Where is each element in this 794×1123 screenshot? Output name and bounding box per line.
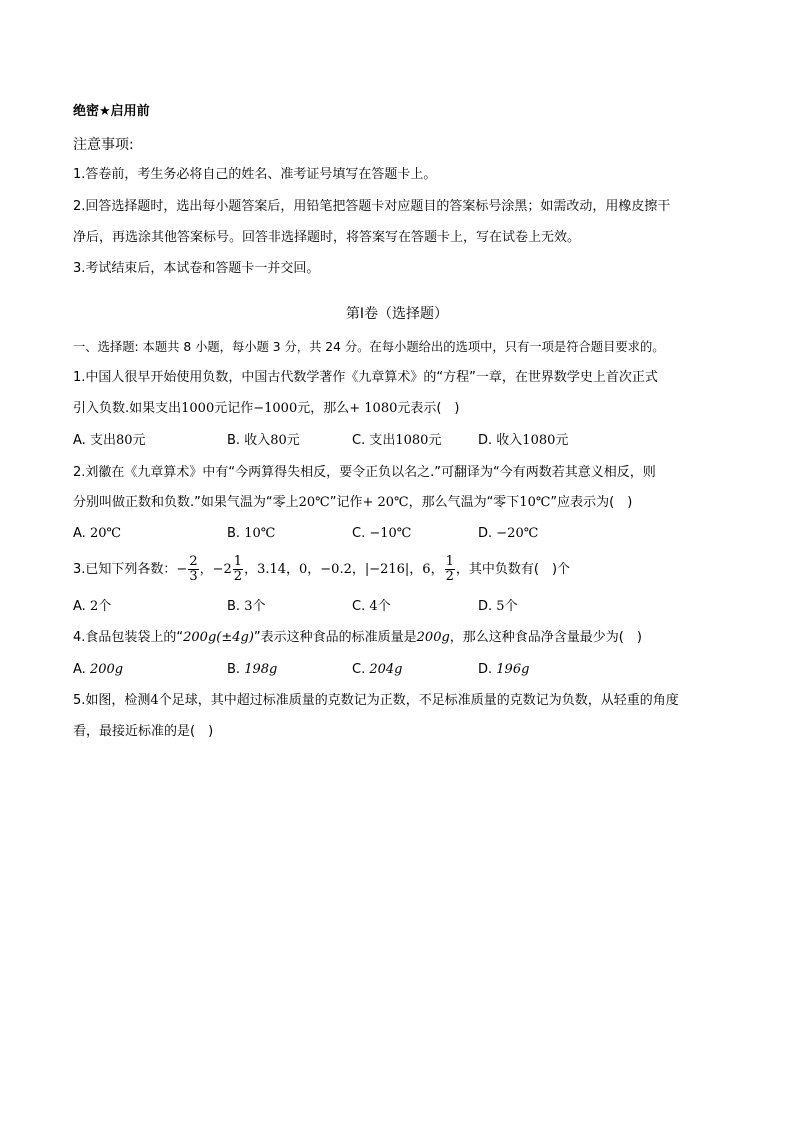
fraction-numerator: 2 xyxy=(189,554,198,569)
q5-text: 5.如图，检测 xyxy=(73,693,151,708)
q2-number: + 20℃ xyxy=(362,495,409,510)
option-value: 204g xyxy=(369,662,403,677)
q1-option-a[interactable] xyxy=(73,432,146,450)
option-text: 收入 xyxy=(496,433,523,448)
option-letter: C. xyxy=(352,662,370,677)
q4-option-b[interactable] xyxy=(227,661,277,679)
q2-number: 10℃ xyxy=(519,495,551,510)
fraction-denominator: 3 xyxy=(189,569,198,584)
option-value: 1080 xyxy=(395,433,429,448)
question-5-line-2: 看，最接近标准的是( ) xyxy=(73,724,214,739)
option-value: 20℃ xyxy=(89,526,122,541)
option-letter: A. xyxy=(73,433,90,448)
q1-option-c[interactable] xyxy=(352,432,441,450)
q4-standard: 200g xyxy=(416,630,450,645)
option-value: −10℃ xyxy=(369,526,412,541)
q4-option-d[interactable] xyxy=(478,661,529,679)
q3-option-b[interactable] xyxy=(227,598,265,616)
q1-option-d[interactable] xyxy=(478,432,568,450)
option-text: 个 xyxy=(252,599,266,614)
q1-text: 元，那么 xyxy=(297,401,350,416)
q4-option-c[interactable] xyxy=(352,661,402,679)
question-3-line xyxy=(73,552,570,588)
q1-number: 1000 xyxy=(181,401,215,416)
q5-number: 4 xyxy=(150,693,159,708)
option-value: 2 xyxy=(89,599,99,614)
fraction xyxy=(188,555,198,584)
option-text: 支出 xyxy=(89,433,116,448)
option-text: 个 xyxy=(377,599,391,614)
option-letter: D. xyxy=(478,526,497,541)
question-2-line-1: 2.刘徽在《九章算术》中有“今两算得失相反，要令正负以名之.”可翻译为“今有两数若其意义相反，则 xyxy=(73,465,656,480)
q4-expression: 200g(±4g) xyxy=(183,630,254,645)
fraction-denominator: 2 xyxy=(445,569,454,584)
option-text: 元 xyxy=(132,433,146,448)
option-value: 5 xyxy=(496,599,505,614)
q1-text: 元表示( ) xyxy=(397,401,460,416)
q4-text: 4.食品包装袋上的“ xyxy=(73,630,184,645)
option-value: 1080 xyxy=(522,433,556,448)
option-text: 个 xyxy=(504,599,518,614)
section-title: 第Ⅰ卷（选择题） xyxy=(345,306,449,322)
notice-item: 3.考试结束后，本试卷和答题卡一并交回。 xyxy=(73,261,320,276)
option-text: 元 xyxy=(286,433,300,448)
question-4-line xyxy=(73,629,642,647)
q3-number-list: ，3.14，0，−0.2，|−216|，6， xyxy=(244,562,444,577)
option-letter: C. xyxy=(352,526,370,541)
notice-item: 1.答卷前，考生务必将自己的姓名、准考证号填写在答题卡上。 xyxy=(73,167,437,182)
option-letter: B. xyxy=(227,662,245,677)
option-letter: B. xyxy=(227,599,245,614)
option-value: 198g xyxy=(244,662,278,677)
q3-text: 3.已知下列各数： xyxy=(73,562,177,577)
q2-text: ”应表示为( ) xyxy=(550,495,633,510)
q5-text: 个足球，其中超过标准质量的克数记为正数，不足标准质量的克数记为负数，从轻重的角度 xyxy=(158,693,679,708)
q2-text: 分别叫做正数和负数.”如果气温为“零上 xyxy=(73,495,299,510)
q3-separator: ， xyxy=(199,562,213,577)
q2-option-a[interactable] xyxy=(73,525,121,543)
option-letter: B. xyxy=(227,433,245,448)
fraction-numerator: 1 xyxy=(445,554,454,569)
q1-text: 元记作 xyxy=(214,401,254,416)
option-letter: A. xyxy=(73,526,90,541)
notice-item: 净后，再选涂其他答案标号。回答非选择题时，将答案写在答题卡上，写在试卷上无效。 xyxy=(73,230,581,245)
option-text: 收入 xyxy=(244,433,271,448)
q2-number: 20℃ xyxy=(298,495,330,510)
question-1-line-1: 1.中国人很早开始使用负数，中国古代数学著作《九章算术》的“方程”一章，在世界数学史上首次正式 xyxy=(73,370,658,385)
option-value: 10℃ xyxy=(244,526,276,541)
option-text: 支出 xyxy=(369,433,396,448)
q1-text: 引入负数.如果支出 xyxy=(73,401,182,416)
notice-item: 2.回答选择题时，选出每小题答案后，用铅笔把答题卡对应题目的答案标号涂黑；如需改动，用橡皮擦干 xyxy=(73,199,671,214)
option-letter: D. xyxy=(478,662,497,677)
q3-option-c[interactable] xyxy=(352,598,391,616)
option-letter: A. xyxy=(73,599,90,614)
q3-option-d[interactable] xyxy=(478,598,518,616)
option-value: 3 xyxy=(244,599,253,614)
option-letter: C. xyxy=(352,599,370,614)
notice-title: 注意事项: xyxy=(73,137,134,153)
option-value: 4 xyxy=(369,599,378,614)
option-value: −20℃ xyxy=(496,526,539,541)
q4-option-a[interactable] xyxy=(73,661,123,679)
option-value: 80 xyxy=(270,433,287,448)
section-instructions: 一、选择题: 本题共 8 小题，每小题 3 分，共 24 分。在每小题给出的选项中，只有一项是符合题目要求的。 xyxy=(73,340,665,354)
fraction xyxy=(233,555,243,584)
q2-text: ”记作 xyxy=(329,495,363,510)
option-text: 元 xyxy=(555,433,569,448)
q3-minus: − xyxy=(176,562,188,577)
q2-option-b[interactable] xyxy=(227,525,275,543)
q1-option-b[interactable] xyxy=(227,432,300,450)
option-letter: D. xyxy=(478,433,497,448)
q3-mixed-whole: −2 xyxy=(212,562,232,577)
q2-option-c[interactable] xyxy=(352,525,411,543)
option-value: 80 xyxy=(115,433,133,448)
q1-number: −1000 xyxy=(253,401,298,416)
q4-text: ”表示这种食品的标准质量是 xyxy=(253,630,417,645)
q3-text: ，其中负数有( )个 xyxy=(455,562,571,577)
q3-option-a[interactable] xyxy=(73,598,111,616)
q1-number: + 1080 xyxy=(349,401,398,416)
option-value: 196g xyxy=(496,662,530,677)
q2-text: ，那么气温为“零下 xyxy=(408,495,520,510)
q2-option-d[interactable] xyxy=(478,525,538,543)
option-letter: C. xyxy=(352,433,370,448)
option-value: 200g xyxy=(89,662,124,677)
question-1-line-2 xyxy=(73,400,460,418)
question-2-line-2 xyxy=(73,494,632,512)
secret-label: 绝密★启用前 xyxy=(73,104,150,119)
option-letter: D. xyxy=(478,599,497,614)
option-letter: B. xyxy=(227,526,245,541)
option-text: 个 xyxy=(98,599,112,614)
q4-text: ，那么这种食品净含量最少为( ) xyxy=(449,630,642,645)
fraction-denominator: 2 xyxy=(233,569,243,584)
option-letter: A. xyxy=(73,662,90,677)
fraction xyxy=(445,555,455,584)
question-5-line-1 xyxy=(73,692,679,710)
option-text: 元 xyxy=(428,433,442,448)
fraction-numerator: 1 xyxy=(233,554,243,569)
